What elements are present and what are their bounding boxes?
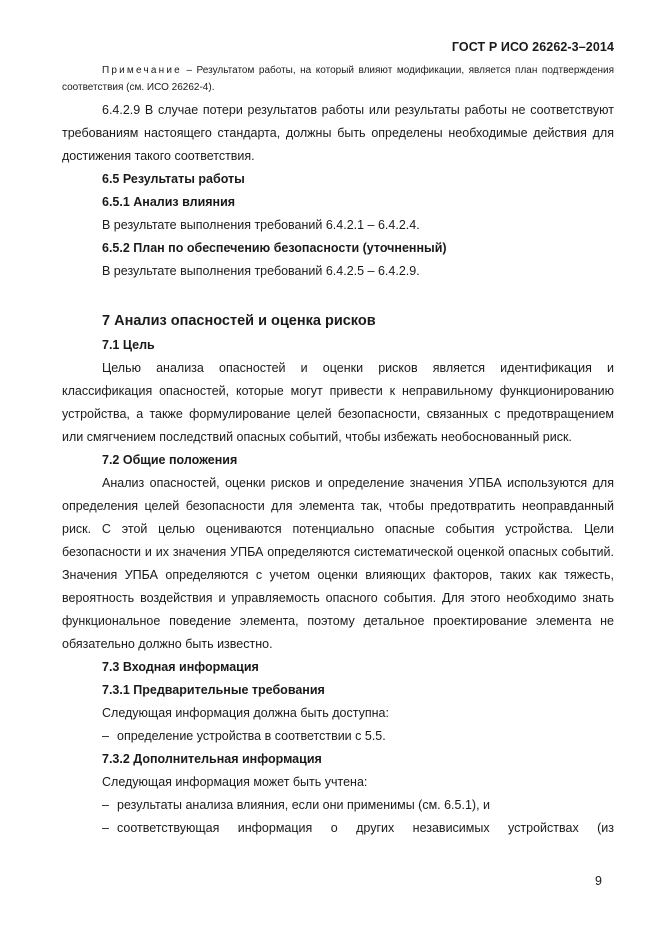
- paragraph-6-5-2: В результате выполнения требований 6.4.2.5 – 6.4.2.9.: [102, 264, 420, 278]
- note-dash: –: [186, 65, 192, 76]
- page-number: 9: [595, 874, 602, 888]
- page-content: [62, 62, 614, 840]
- list-dash: –: [102, 729, 109, 743]
- paragraph-7-1: Целью анализа опасностей и оценки рисков является идентификация и классификация опасностей, которые могут привести к неправильному функционированию устройства, а также формулирование целей безопасности, связанных с предотвращением или смягчением последствий опасных событий, чтобы избежать необоснованный риск.: [62, 361, 614, 444]
- list-item-text: результаты анализа влияния, если они применимы (см. 6.5.1), и: [117, 798, 490, 812]
- list-item-text: соответствующая информация о других независимых устройствах (из: [117, 821, 614, 835]
- paragraph-7-2: Анализ опасностей, оценки рисков и определение значения УПБА используются для определения целей безопасности для элемента так, чтобы предотвратить неоправданный риск. С этой целью оцениваются потенциально опасные события устройства. Цели безопасности и их значения УПБА определяются систематической оценкой опасных событий. Значения УПБА определяются с учетом оценки влияющих факторов, таких как тяжесть, вероятность воздействия и управляемость опасного события. Для этого необходимо знать функциональное поведение элемента, поэтому детальное проектирование элемента не обязательно должно быть известно.: [62, 476, 614, 651]
- list-item: [62, 817, 614, 840]
- list-item: [62, 794, 614, 817]
- heading-7-3-1: 7.3.1 Предварительные требования: [102, 683, 325, 697]
- heading-6-5: 6.5 Результаты работы: [102, 172, 245, 186]
- note-paragraph: [62, 62, 614, 96]
- heading-7-1: 7.1 Цель: [102, 338, 155, 352]
- list-item: [62, 725, 614, 748]
- paragraph-7-3-2: Следующая информация может быть учтена:: [102, 775, 368, 789]
- paragraph-6-5-1: В результате выполнения требований 6.4.2.1 – 6.4.2.4.: [102, 218, 420, 232]
- note-text: Результатом работы, на который влияют модификации, является план подтверждения соответствия (см. ИСО 26262-4).: [62, 65, 615, 93]
- heading-6-5-2: 6.5.2 План по обеспечению безопасности (уточненный): [102, 241, 447, 255]
- paragraph-7-3-1: Следующая информация должна быть доступна:: [102, 706, 389, 720]
- heading-6-5-1: 6.5.1 Анализ влияния: [102, 195, 236, 209]
- heading-7-3-2: 7.3.2 Дополнительная информация: [102, 752, 322, 766]
- heading-7-3: 7.3 Входная информация: [102, 660, 259, 674]
- list-dash: –: [102, 798, 109, 812]
- list-dash: –: [102, 821, 109, 835]
- heading-section-7: 7 Анализ опасностей и оценка рисков: [102, 313, 376, 329]
- list-item-text: определение устройства в соответствии с 5.5.: [117, 729, 386, 743]
- note-label: Примечание: [102, 65, 182, 76]
- heading-7-2: 7.2 Общие положения: [102, 453, 238, 467]
- document-header: ГОСТ Р ИСО 26262-3–2014: [451, 40, 614, 54]
- paragraph-6-4-2-9: 6.4.2.9 В случае потери результатов работы или результаты работы не соответствуют требованиям настоящего стандарта, должны быть определены необходимые действия для достижения такого соответствия.: [62, 103, 614, 163]
